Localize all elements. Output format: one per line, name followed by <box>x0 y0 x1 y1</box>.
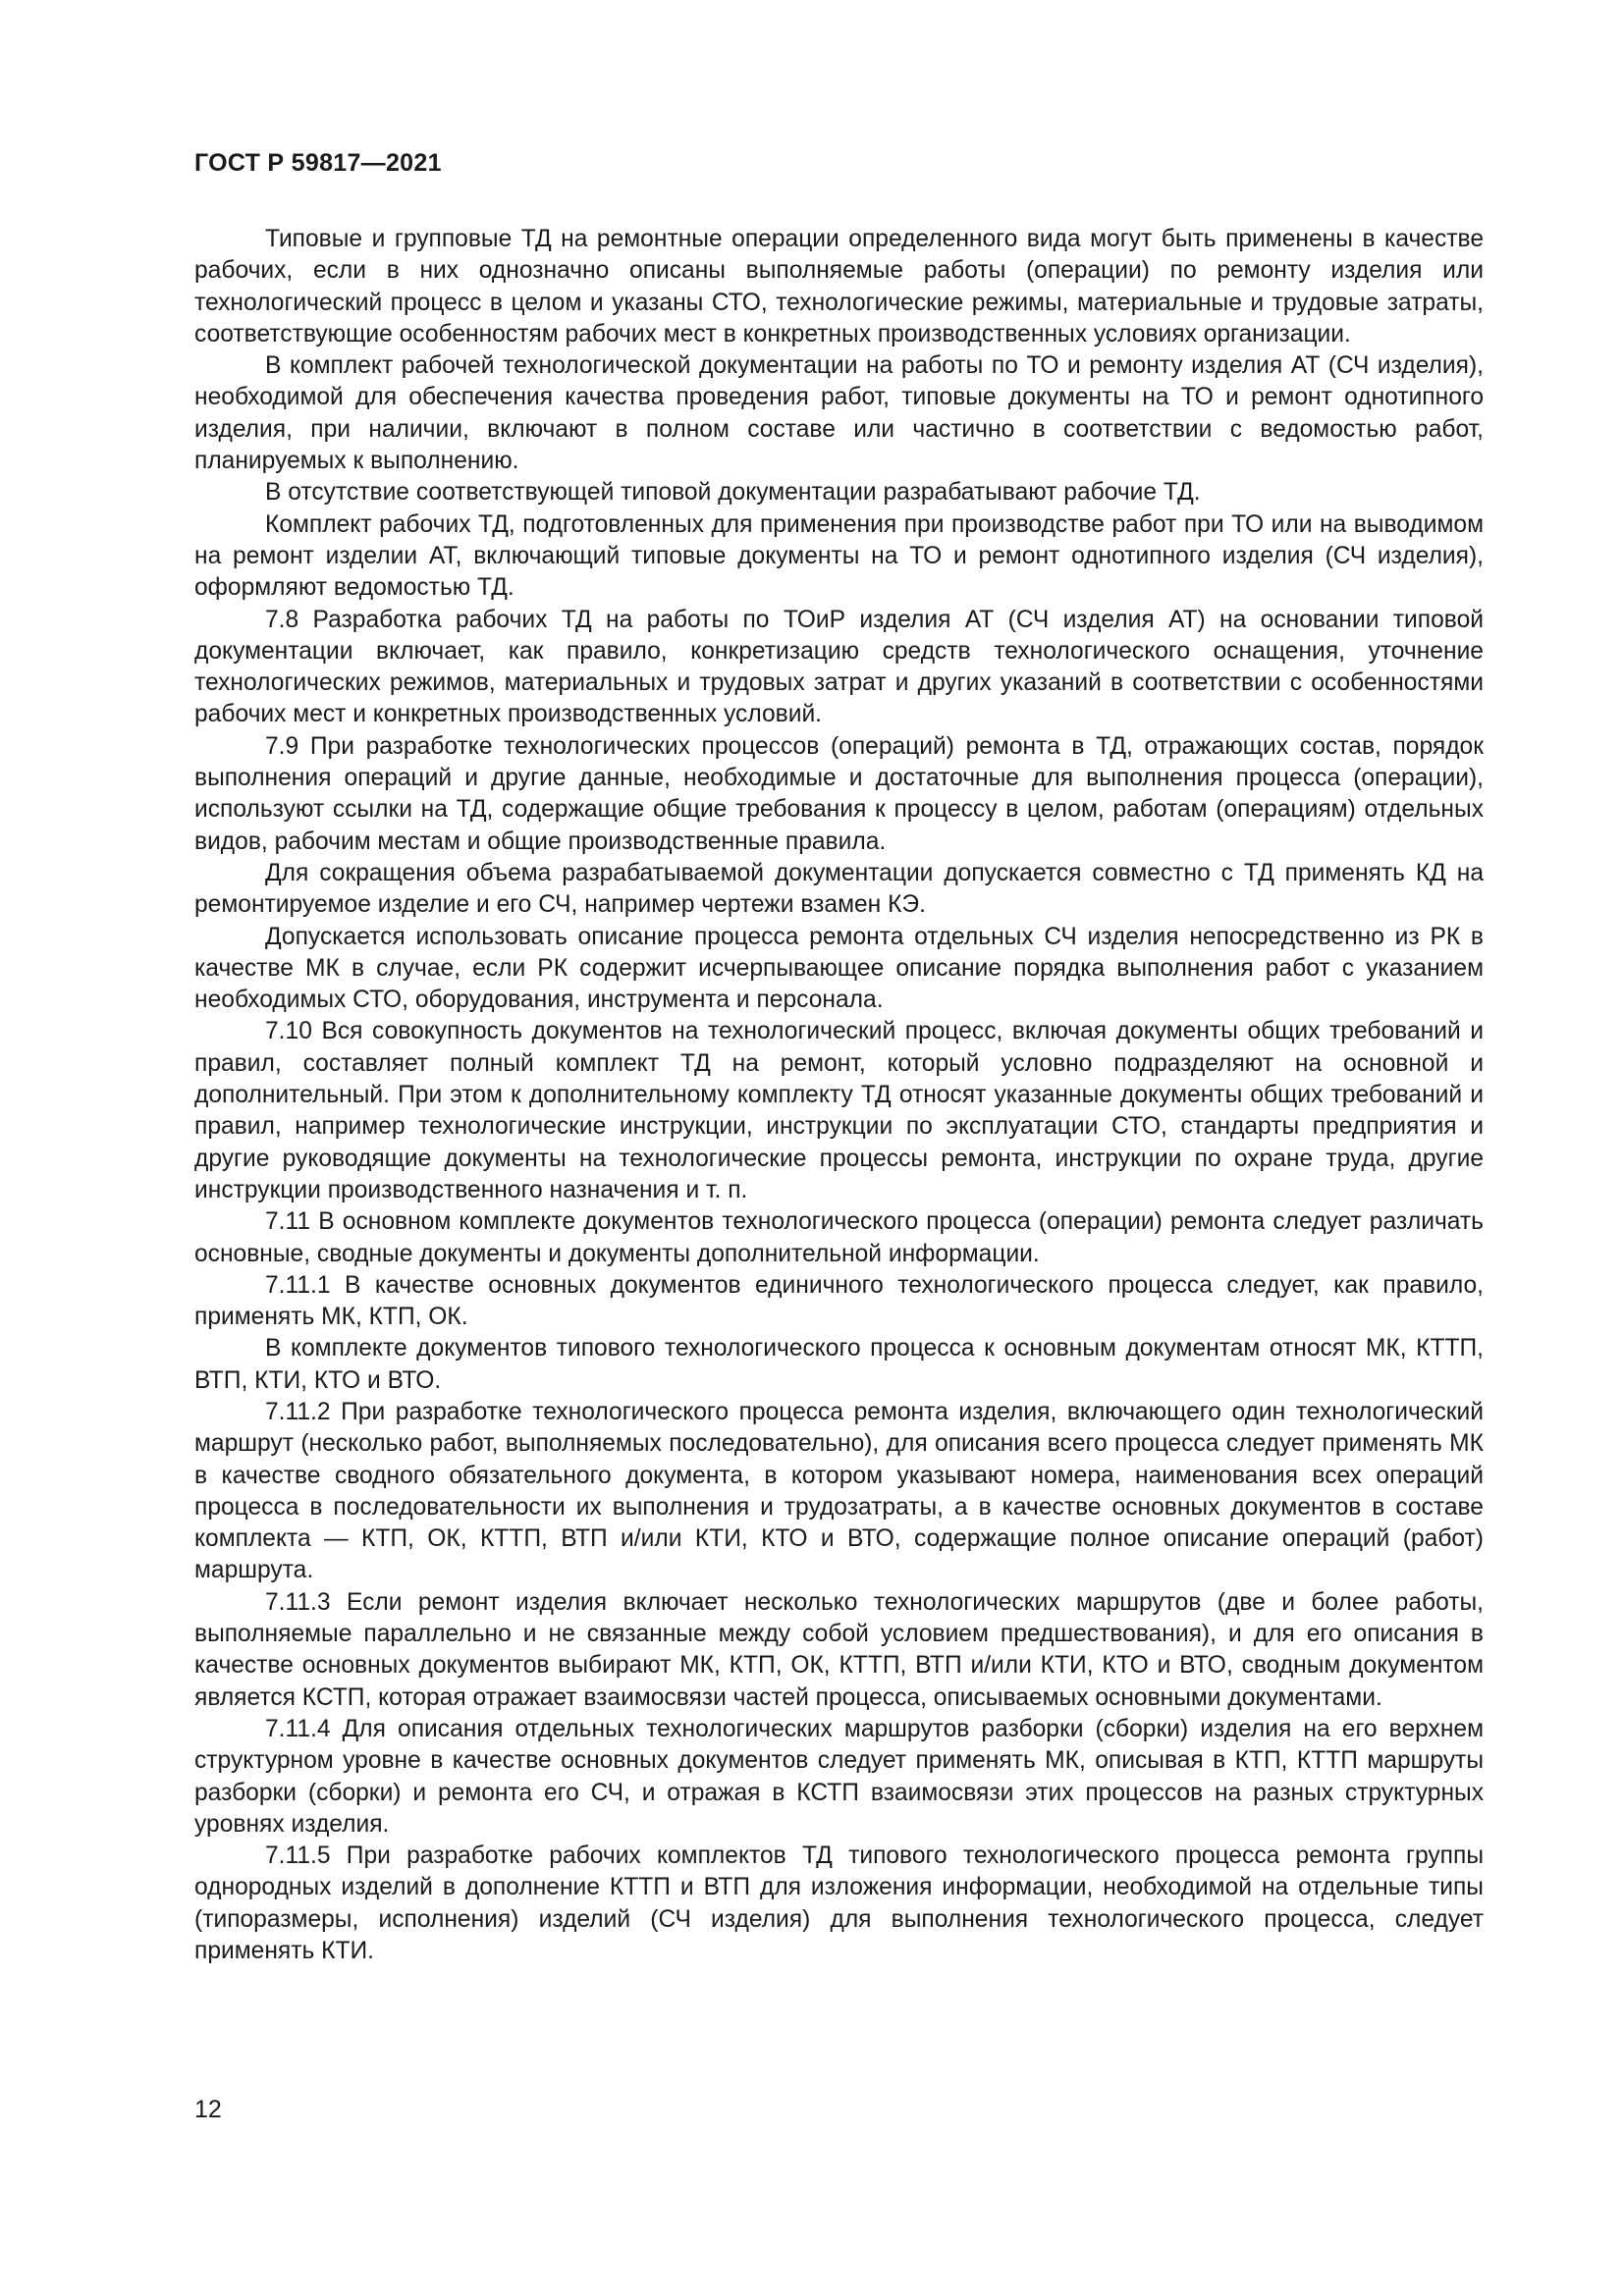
paragraph: Допускается использовать описание процесса ремонта отдельных СЧ изделия непосредственно из РК в качестве МК в случае, если РК содержит исчерпывающее описание порядка выполнения работ с указанием необходимых СТО, оборудования, инструмента и персонала. <box>194 923 1484 1014</box>
page-number: 12 <box>194 2096 222 2123</box>
paragraph-clause-7-11-5: 7.11.5 При разработке рабочих комплектов ТД типового технологического процесса ремонта группы однородных изделий в дополнение КТТП и ВТП для изложения информации, необходимой на отдельные типы (типоразмеры, исполнения) изделий (СЧ изделия) для выполнения технологического процесса, следует применять КТИ. <box>194 1842 1484 1965</box>
paragraph: Для сокращения объема разрабатываемой документации допускается совместно с ТД применять КД на ремонтируемое изделие и его СЧ, например чертежи взамен КЭ. <box>194 859 1484 919</box>
paragraph-clause-7-8: 7.8 Разработка рабочих ТД на работы по ТОиР изделия АТ (СЧ изделия АТ) на основании типовой документации включает, как правило, конкретизацию средств технологического оснащения, уточнение технологических режимов, материальных и трудовых затрат и других указаний в соответствии с особенностями рабочих мест и конкретных производственных условий. <box>194 606 1484 728</box>
paragraph: Комплект рабочих ТД, подготовленных для применения при производстве работ при ТО или на выводимом на ремонт изделии АТ, включающий типовые документы на ТО и ремонт однотипного изделия (СЧ изделия), оформляют ведомостью ТД. <box>194 510 1484 602</box>
paragraph: В отсутствие соответствующей типовой документации разрабатывают рабочие ТД. <box>265 479 1201 507</box>
paragraph: Типовые и групповые ТД на ремонтные операции определенного вида могут быть применены в качестве рабочих, если в них однозначно описаны выполняемые работы (операции) по ремонту изделия или технологический процесс в целом и указаны СТО, технологические режимы, материальные и трудовые затраты, соответствующие особенностям рабочих мест в конкретных производственных условиях организации. <box>194 226 1484 347</box>
paragraph: В комплекте документов типового технологического процесса к основным документам относят МК, КТТП, ВТП, КТИ, КТО и ВТО. <box>194 1335 1484 1394</box>
paragraph-clause-7-11-1: 7.11.1 В качестве основных документов единичного технологического процесса следует, как правило, применять МК, КТП, ОК. <box>194 1271 1484 1331</box>
paragraph-clause-7-10: 7.10 Вся совокупность документов на технологический процесс, включая документы общих требований и правил, составляет полный комплект ТД на ремонт, который условно подразделяют на основной и дополнительный. При этом к дополнительному комплекту ТД относят указанные документы общих требований и правил, например технологические инструкции, инструкции по эксплуатации СТО, стандарты предприятия и другие руководящие документы на технологические процессы ремонта, инструкции по охране труда, другие инструкции производственного назначения и т. п. <box>194 1018 1484 1203</box>
paragraph-clause-7-11-4: 7.11.4 Для описания отдельных технологических маршрутов разборки (сборки) изделия на его верхнем структурном уровне в качестве основных документов следует применять МК, описывая в КТП, КТТП маршруты разборки (сборки) и ремонта его СЧ, и отражая в КСТП взаимосвязи этих процессов на разных структурных уровнях изделия. <box>194 1715 1484 1838</box>
paragraph-clause-7-9: 7.9 При разработке технологических процессов (операций) ремонта в ТД, отражающих состав, порядок выполнения операций и другие данные, необходимые и достаточные для выполнения процесса (операции), используют ссылки на ТД, содержащие общие требования к процессу в целом, работам (операциям) отдельных видов, рабочим местам и общие производственные правила. <box>194 732 1484 855</box>
paragraph-clause-7-11-3: 7.11.3 Если ремонт изделия включает несколько технологических маршрутов (две и более работы, выполняемые параллельно и не связанные между собой условием предшествования), и для его описания в качестве основных документов выбирают МК, КТП, ОК, КТТП, ВТП и/или КТИ, КТО и ВТО, сводным документом является КСТП, которая отражает взаимосвязи частей процесса, описываемых основными документами. <box>194 1588 1484 1711</box>
paragraph: В комплект рабочей технологической документации на работы по ТО и ремонту изделия АТ (СЧ изделия), необходимой для обеспечения качества проведения работ, типовые документы на ТО и ремонт однотипного изделия, при наличии, включают в полном составе или частично в соответствии с ведомостью работ, планируемых к выполнению. <box>194 352 1484 475</box>
paragraph-clause-7-11: 7.11 В основном комплекте документов технологического процесса (операции) ремонта следует различать основные, сводные документы и документы дополнительной информации. <box>194 1208 1484 1267</box>
standard-header: ГОСТ Р 59817—2021 <box>194 149 442 177</box>
paragraph-clause-7-11-2: 7.11.2 При разработке технологического процесса ремонта изделия, включающего один технологический маршрут (несколько работ, выполняемых последовательно), для описания всего процесса следует применять МК в качестве сводного обязательного документа, в котором указывают номера, наименования всех операций процесса в последовательности их выполнения и трудозатраты, а в качестве основных документов в составе комплекта — КТП, ОК, КТТП, ВТП и/или КТИ, КТО и ВТО, содержащие полное описание операций (работ) маршрута. <box>194 1398 1484 1584</box>
body-text <box>194 224 1484 1967</box>
